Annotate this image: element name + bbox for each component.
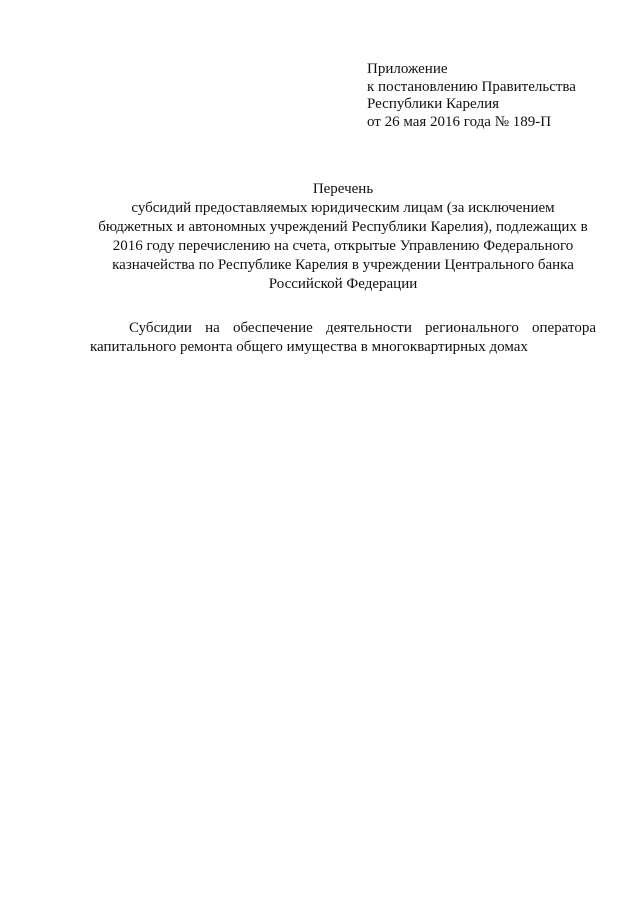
title-line: 2016 году перечислению на счета, открытые Управлению Федерального [112,238,574,254]
body-word: обеспечение [232,320,313,336]
body-word: Субсидии [129,320,192,336]
title-heading: Перечень [312,181,374,197]
appendix-date-number: от 26 мая 2016 года № 189-П [367,113,552,130]
title-line: субсидий предоставляемых юридическим лицам (за исключением [131,200,555,216]
title-line: казначейства по Республике Карелия в учреждении Центрального банка [112,257,574,273]
appendix-republic: Республики Карелия [367,96,500,112]
appendix-label: Приложение [367,61,448,77]
body-paragraph [90,319,596,356]
title-line: Российской Федерации [268,276,418,292]
body-line-2: капитального ремонта общего имущества в многоквартирных домах [90,338,528,355]
body-word: деятельности [326,320,412,336]
title-line: бюджетных и автономных учреждений Республики Карелия), подлежащих в [98,219,588,235]
body-line-1 [90,319,596,338]
body-word: оператора [532,320,596,336]
body-word: регионального [425,320,519,336]
body-word: на [205,320,220,336]
appendix-resolution-ref: к постановлению Правительства [367,78,576,95]
appendix-header [367,61,617,131]
document-title [90,180,596,294]
